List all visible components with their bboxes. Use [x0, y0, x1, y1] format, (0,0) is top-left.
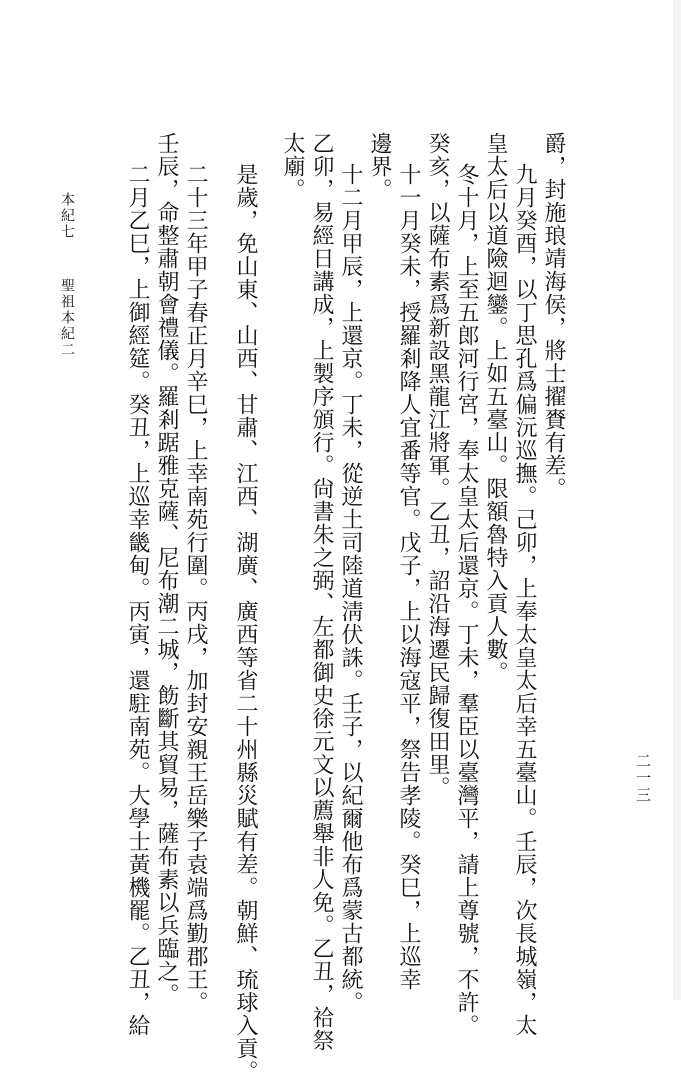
text-column: 十一月癸未，授羅剎降人宜番等官。戊子，上以海寇平，祭告孝陵。癸巳，上巡幸 — [396, 163, 421, 991]
text-column: 爵，封施琅靖海侯，將士擢賚有差。 — [541, 132, 566, 500]
reign-label: 聖祖本紀二 — [59, 278, 75, 358]
text-column: 九月癸酉，以丁思孔爲偏沅巡撫。己卯，上奉太皇太后幸五臺山。壬辰，次長城嶺，太 — [512, 163, 537, 1037]
text-column: 太廟。 — [280, 132, 305, 201]
chapter-label: 本紀七 — [59, 192, 75, 240]
text-column: 二月乙巳，上御經筵。癸丑，上巡幸畿甸。丙寅，還駐南苑。大學士黃機罷。乙丑，給 — [125, 163, 150, 1037]
text-column: 壬辰，命整肅朝會禮儀。羅剎踞雅克薩、尼布潮二城，飭斷其貿易，薩布素以兵臨之。 — [154, 132, 179, 1006]
text-column: 乙卯，易經日講成，上製序頒行。尙書朱之弼、左都御史徐元文以薦舉非人免。乙丑，祫祭 — [309, 132, 334, 1052]
page-number: 二一三 — [634, 753, 652, 804]
text-column: 邊界。 — [367, 132, 392, 201]
text-column: 皇太后以道險迴鑾。上如五臺山。限額魯特入貢人數。 — [483, 132, 508, 684]
text-column: 癸亥，以薩布素爲新設黑龍江將軍。乙丑，詔沿海遷民歸復田里。 — [425, 132, 450, 799]
text-column: 冬十月，上至五郎河行宮，奉太皇太后還京。丁未，羣臣以臺灣平，請上尊號，不許。 — [454, 163, 479, 1037]
scrollbar[interactable] — [673, 0, 681, 1000]
text-column: 是歲，免山東、山西、甘肅、江西、湖廣、廣西等省二十州縣災賦有差。朝鮮、琉球入貢。 — [233, 163, 258, 1083]
text-column: 二十三年甲子春正月辛巳，上幸南苑行圍。丙戌，加封安親王岳樂子袁端爲勤郡王。 — [183, 163, 208, 1014]
text-column: 十二月甲辰，上還京。丁未，從逆土司陸道淸伏誅。壬子，以紀爾他布爲蒙古都統。 — [338, 163, 363, 1014]
